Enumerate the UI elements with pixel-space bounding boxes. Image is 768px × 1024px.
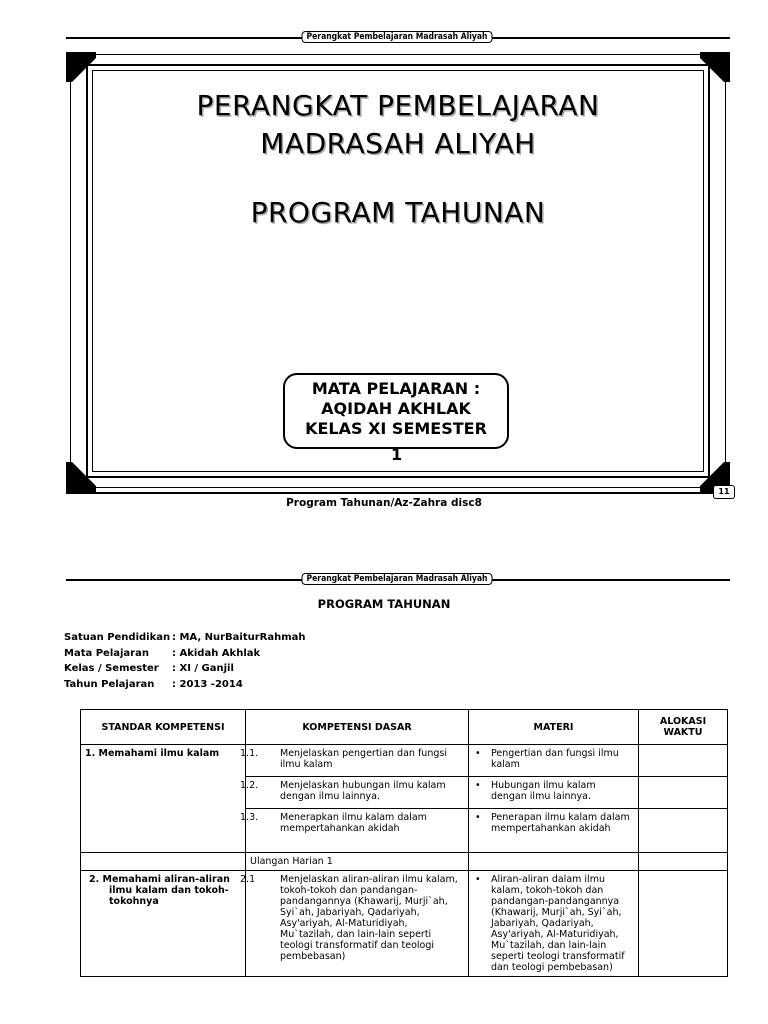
page1-header-tag: Perangkat Pembelajaran Madrasah Aliyah [302, 31, 493, 43]
materi-cell: • Penerapan ilmu kalam dalam mempertahankan akidah [469, 809, 639, 853]
info-row [64, 646, 306, 662]
cover-title-line1: PERANGKAT PEMBELAJARAN [196, 89, 600, 122]
col-header-alokasi: ALOKASI WAKTU [639, 710, 728, 745]
kd-text: Menerapkan ilmu kalam dalam mempertahankan akidah [280, 812, 427, 834]
subject-semester-number: 1 [391, 445, 403, 464]
info-key: Mata Pelajaran [64, 647, 149, 659]
page1-footer-text: Program Tahunan/Az-Zahra disc8 [286, 497, 482, 509]
kd-number: 2.1 [240, 874, 256, 885]
info-key: Satuan Pendidikan [64, 632, 171, 643]
info-value: : MA, NurBaiturRahmah [172, 632, 306, 643]
kd-number: 1.1. [240, 748, 259, 759]
cover-title-line3: PROGRAM TAHUNAN [250, 196, 546, 229]
subject-name: AQIDAH AKHLAK [321, 399, 471, 418]
annual-program-table [80, 709, 728, 977]
cover-title-line2: MADRASAH ALIYAH [260, 127, 536, 160]
kd-cell [240, 777, 469, 809]
kd-text: Menjelaskan hubungan ilmu kalam dengan ilmu lainnya. [280, 780, 446, 802]
table-row [81, 745, 728, 777]
alokasi-cell [639, 809, 728, 853]
sk-cell-empty [81, 853, 246, 871]
sk-cell [81, 871, 246, 977]
subject-label: MATA PELAJARAN : [311, 379, 481, 398]
kd-cell [240, 809, 469, 853]
col-header-kd: KOMPETENSI DASAR [246, 710, 469, 745]
page2-header-tag: Perangkat Pembelajaran Madrasah Aliyah [302, 573, 493, 585]
page-number-badge: 11 [713, 485, 735, 499]
table-header-row [81, 710, 728, 745]
materi-cell-empty [469, 853, 639, 871]
materi-cell: • Hubungan ilmu kalam dengan ilmu lainnya. [469, 777, 639, 809]
info-row [64, 661, 306, 677]
info-value: : 2013 -2014 [172, 678, 243, 690]
page1-footer-rule [66, 492, 716, 494]
alokasi-cell [639, 871, 728, 977]
kd-text: Menjelaskan pengertian dan fungsi ilmu kalam [280, 748, 447, 770]
materi-cell: • Pengertian dan fungsi ilmu kalam [469, 745, 639, 777]
alokasi-cell [639, 777, 728, 809]
info-value: : Akidah Akhlak [172, 647, 261, 659]
col-header-sk: STANDAR KOMPETENSI [81, 710, 246, 745]
sk-text: 2. Memahami aliran-aliran ilmu kalam dan tokoh-tokohnya [89, 874, 230, 907]
info-value: : XI / Ganjil [172, 663, 234, 674]
col-header-materi: MATERI [469, 710, 639, 745]
alokasi-cell [639, 853, 728, 871]
info-row [64, 677, 306, 693]
ulangan-cell: Ulangan Harian 1 [246, 853, 469, 871]
subject-box [283, 373, 509, 449]
sk-cell: 1. Memahami ilmu kalam [81, 745, 246, 853]
info-key: Kelas / Semester [64, 663, 159, 674]
info-row [64, 630, 306, 646]
alokasi-cell [639, 745, 728, 777]
page2-title: PROGRAM TAHUNAN [317, 597, 451, 611]
kd-text: Menjelaskan aliran-aliran ilmu kalam, tokoh-tokoh dan pandangan-pandangannya (Khawarij, Murji`ah, Syi`ah, Jabariyah, Qadariyah, Asy'ariyah, Al-Maturidiyah, Mu`tazilah, dan lain-lain seperti teologi transformatif dan teologi pembebasan) [280, 874, 458, 962]
identity-block [64, 630, 306, 692]
table-row [81, 853, 728, 871]
subject-class-semester: KELAS XI SEMESTER [305, 419, 487, 438]
kd-number: 1.3. [240, 812, 259, 823]
materi-cell: • Aliran-aliran dalam ilmu kalam, tokoh-tokoh dan pandangan-pandangannya (Khawarij, Murji`ah, Syi`ah, Jabariyah, Qadariyah, Asy'ariyah, Al-Maturidiyah, Mu`tazilah, dan lain-lain seperti teologi transformatif dan teologi pembebasan) [469, 871, 639, 977]
kd-cell [240, 745, 469, 777]
kd-number: 1.2. [240, 780, 259, 791]
table-row [81, 871, 728, 977]
kd-cell [240, 871, 469, 977]
info-key: Tahun Pelajaran [64, 678, 155, 690]
